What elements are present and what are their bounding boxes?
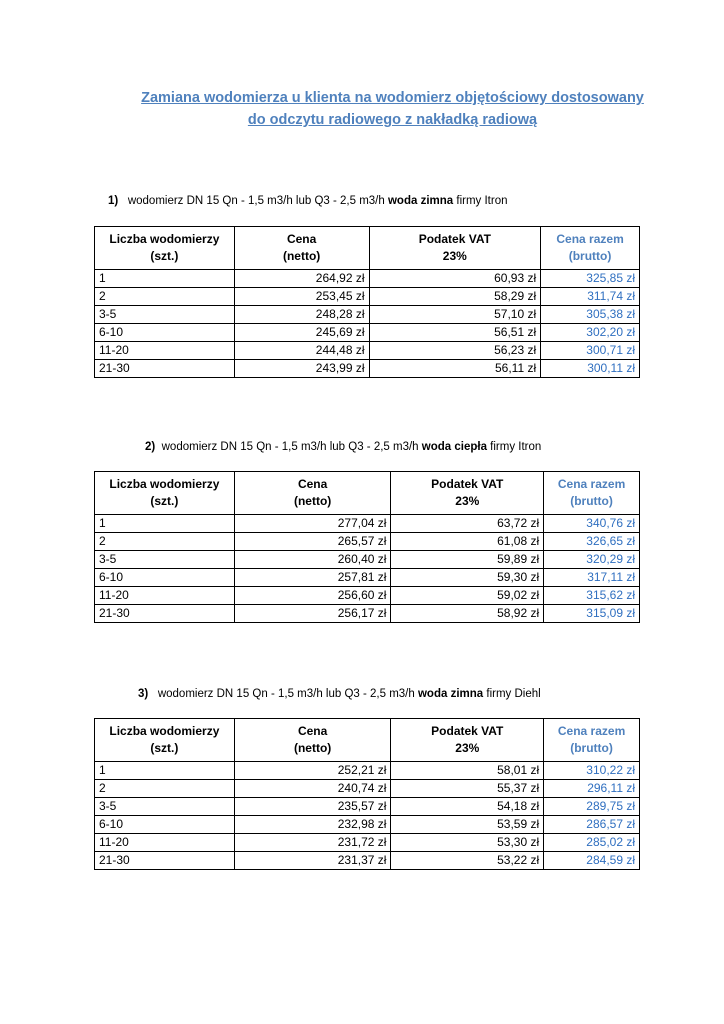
cell-net: 253,45 zł [234,288,369,306]
table-row [95,605,640,623]
table-row [95,852,640,870]
section-2-heading [145,441,541,453]
section-number: 3) [138,688,149,700]
cell-net: 277,04 zł [234,515,391,533]
cell-gross: 317,11 zł [544,569,640,587]
cell-net: 231,72 zł [234,834,391,852]
cell-net: 231,37 zł [234,852,391,870]
cell-vat: 60,93 zł [369,270,541,288]
cell-qty: 2 [95,533,235,551]
table-row [95,342,640,360]
table-header-row [95,227,640,270]
cell-qty: 21-30 [95,605,235,623]
section-desc-bold: woda zimna [417,688,484,700]
cell-gross: 315,62 zł [544,587,640,605]
cell-qty: 11-20 [95,342,235,360]
cell-net: 244,48 zł [234,342,369,360]
section-desc: wodomierz DN 15 Qn - 1,5 m3/h lub Q3 - 2,5 m3/h [157,688,415,700]
cell-vat: 56,23 zł [369,342,541,360]
cell-vat: 57,10 zł [369,306,541,324]
table-row [95,288,640,306]
page-title-line-1: Zamiana wodomierza u klienta na wodomierz objętościowy dostosowany [141,90,644,106]
cell-net: 243,99 zł [234,360,369,378]
header-qty: Liczba wodomierzy (szt.) [95,227,235,270]
cell-gross: 296,11 zł [544,780,640,798]
cell-gross: 300,11 zł [541,360,640,378]
cell-gross: 315,09 zł [544,605,640,623]
cell-gross: 305,38 zł [541,306,640,324]
table-row [95,515,640,533]
table-row [95,533,640,551]
cell-net: 252,21 zł [234,762,391,780]
cell-qty: 6-10 [95,324,235,342]
cell-qty: 21-30 [95,360,235,378]
price-table-1 [94,226,640,378]
table-row [95,762,640,780]
cell-qty: 1 [95,762,235,780]
cell-net: 248,28 zł [234,306,369,324]
cell-qty: 3-5 [95,306,235,324]
cell-vat: 61,08 zł [391,533,544,551]
header-vat: Podatek VAT 23% [391,719,544,762]
cell-vat: 59,89 zł [391,551,544,569]
table-row [95,551,640,569]
price-table-3 [94,718,640,870]
cell-vat: 55,37 zł [391,780,544,798]
cell-vat: 53,22 zł [391,852,544,870]
table-row [95,816,640,834]
header-net: Cena (netto) [234,227,369,270]
header-net: Cena (netto) [234,719,391,762]
page-title [120,87,665,131]
table-row [95,306,640,324]
header-qty: Liczba wodomierzy (szt.) [95,719,235,762]
section-desc-bold: woda ciepła [421,441,487,453]
cell-qty: 2 [95,288,235,306]
cell-net: 260,40 zł [234,551,391,569]
cell-vat: 58,01 zł [391,762,544,780]
cell-gross: 320,29 zł [544,551,640,569]
cell-qty: 21-30 [95,852,235,870]
section-desc-suffix: firmy Itron [490,441,542,453]
section-desc-suffix: firmy Itron [456,195,508,207]
header-qty: Liczba wodomierzy (szt.) [95,472,235,515]
cell-net: 245,69 zł [234,324,369,342]
cell-gross: 284,59 zł [544,852,640,870]
section-desc-bold: woda zimna [387,195,454,207]
cell-qty: 3-5 [95,551,235,569]
cell-qty: 1 [95,270,235,288]
cell-qty: 11-20 [95,587,235,605]
cell-vat: 53,30 zł [391,834,544,852]
cell-gross: 286,57 zł [544,816,640,834]
section-number: 1) [108,195,119,207]
table-row [95,270,640,288]
header-gross: Cena razem (brutto) [541,227,640,270]
price-table-2 [94,471,640,623]
table-row [95,587,640,605]
table-row [95,780,640,798]
header-gross: Cena razem (brutto) [544,472,640,515]
header-net: Cena (netto) [234,472,391,515]
cell-vat: 54,18 zł [391,798,544,816]
cell-qty: 2 [95,780,235,798]
cell-qty: 6-10 [95,569,235,587]
cell-qty: 3-5 [95,798,235,816]
table-row [95,834,640,852]
cell-qty: 1 [95,515,235,533]
cell-net: 257,81 zł [234,569,391,587]
cell-vat: 56,11 zł [369,360,541,378]
cell-vat: 58,29 zł [369,288,541,306]
section-number: 2) [145,441,156,453]
cell-gross: 285,02 zł [544,834,640,852]
cell-qty: 6-10 [95,816,235,834]
cell-net: 235,57 zł [234,798,391,816]
cell-vat: 59,30 zł [391,569,544,587]
cell-gross: 289,75 zł [544,798,640,816]
cell-net: 256,17 zł [234,605,391,623]
table-header-row [95,472,640,515]
header-gross: Cena razem (brutto) [544,719,640,762]
table-row [95,569,640,587]
cell-net: 256,60 zł [234,587,391,605]
cell-vat: 53,59 zł [391,816,544,834]
cell-vat: 63,72 zł [391,515,544,533]
page-title-line-2: do odczytu radiowego z nakładką radiową [247,112,538,128]
section-3-heading [138,688,541,700]
cell-gross: 302,20 zł [541,324,640,342]
table-row [95,324,640,342]
section-1-heading [108,195,508,207]
cell-net: 240,74 zł [234,780,391,798]
cell-gross: 326,65 zł [544,533,640,551]
table-row [95,360,640,378]
section-desc: wodomierz DN 15 Qn - 1,5 m3/h lub Q3 - 2,5 m3/h [161,441,419,453]
cell-gross: 311,74 zł [541,288,640,306]
cell-gross: 300,71 zł [541,342,640,360]
cell-qty: 11-20 [95,834,235,852]
cell-net: 232,98 zł [234,816,391,834]
cell-vat: 58,92 zł [391,605,544,623]
table-row [95,798,640,816]
cell-gross: 325,85 zł [541,270,640,288]
cell-net: 265,57 zł [234,533,391,551]
cell-gross: 310,22 zł [544,762,640,780]
header-vat: Podatek VAT 23% [369,227,541,270]
header-vat: Podatek VAT 23% [391,472,544,515]
cell-gross: 340,76 zł [544,515,640,533]
section-desc: wodomierz DN 15 Qn - 1,5 m3/h lub Q3 - 2,5 m3/h [127,195,385,207]
section-desc-suffix: firmy Diehl [486,688,541,700]
table-header-row [95,719,640,762]
cell-vat: 56,51 zł [369,324,541,342]
cell-net: 264,92 zł [234,270,369,288]
cell-vat: 59,02 zł [391,587,544,605]
